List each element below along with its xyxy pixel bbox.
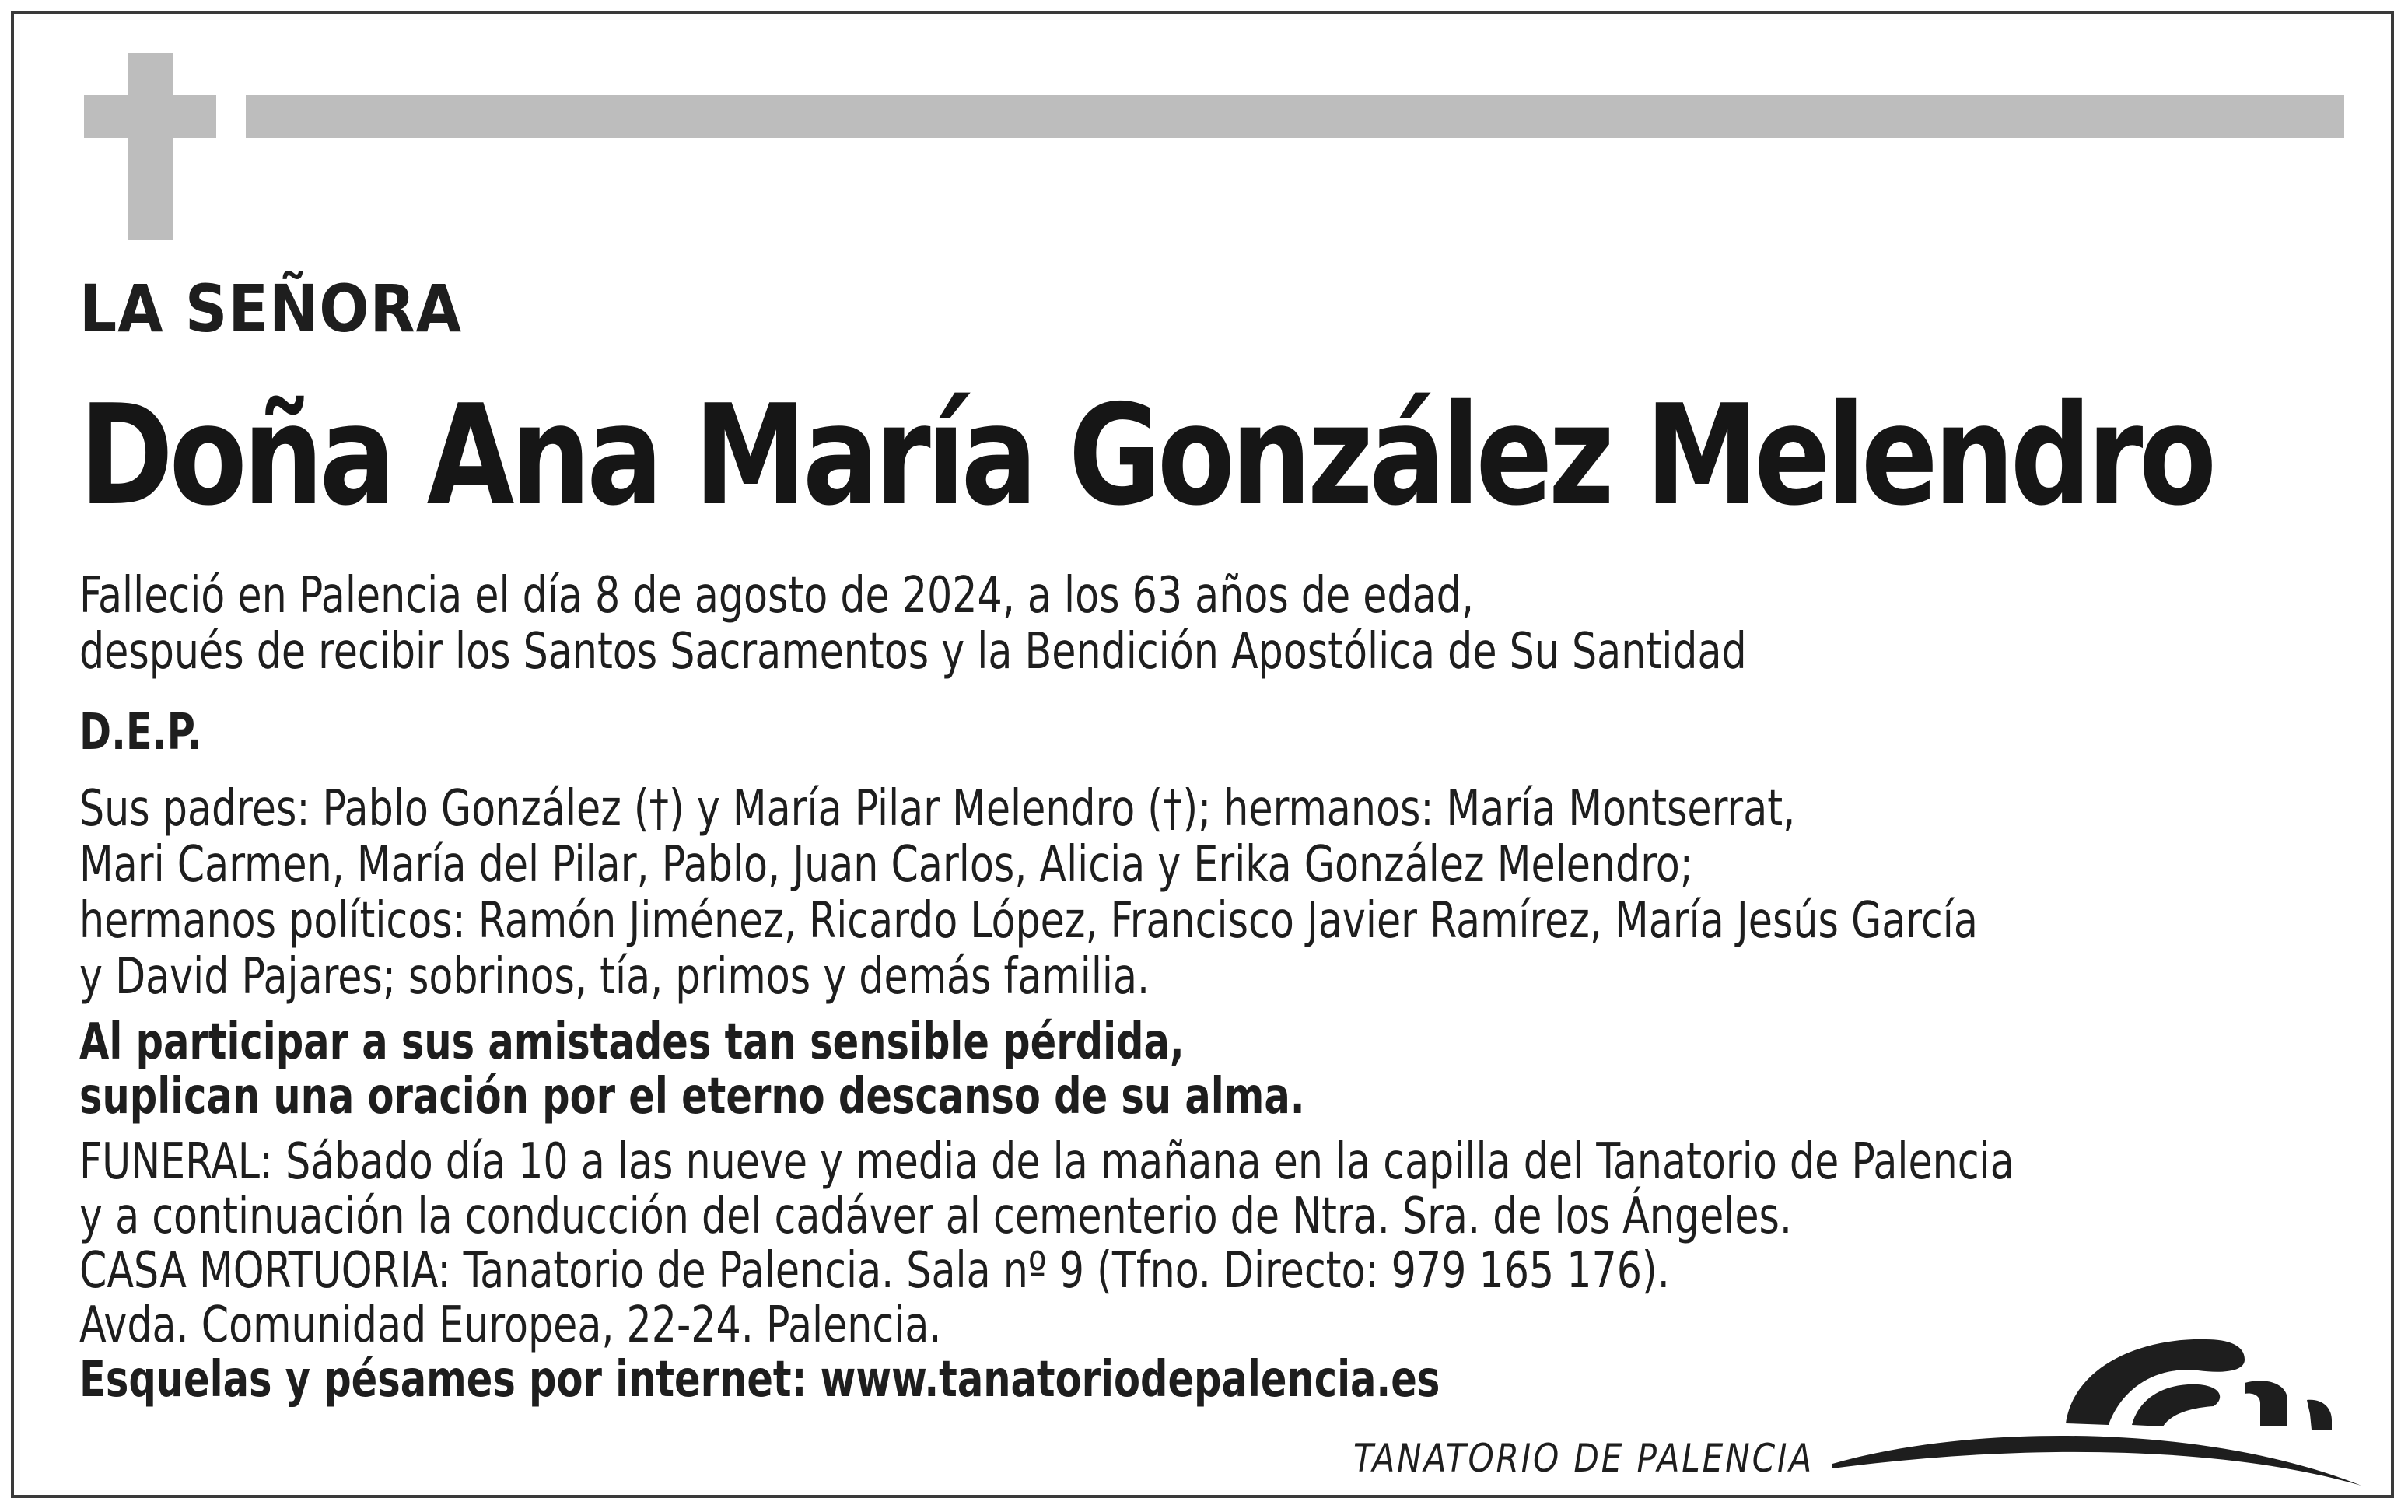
request-line-2: suplican una oración por el eterno descanso de su alma.: [79, 1068, 1305, 1125]
tanatorio-logo-text: TANATORIO DE PALENCIA: [1353, 1436, 1814, 1481]
cross-icon: [84, 53, 216, 240]
deceased-name: Doña Ana María González Melendro: [79, 375, 2213, 536]
request-line-1: Al participar a sus amistades tan sensible pérdida,: [79, 1013, 1185, 1071]
dep-label: D.E.P.: [79, 704, 202, 761]
internet-line: Esquelas y pésames por internet: www.tanatoriodepalencia.es: [79, 1351, 1440, 1409]
funeral-line-2: y a continuación la conducción del cadáver al cementerio de Ntra. Sra. de los Ángeles.: [79, 1188, 1793, 1245]
funeral-line-4: Avda. Comunidad Europea, 22-24. Palencia.: [79, 1297, 942, 1354]
funeral-line-3: CASA MORTUORIA: Tanatorio de Palencia. Sala nº 9 (Tfno. Directo: 979 165 176).: [79, 1242, 1670, 1300]
family-line-2: Mari Carmen, María del Pilar, Pablo, Juan Carlos, Alicia y Erika González Melendro;: [79, 836, 1693, 894]
death-line-2: después de recibir los Santos Sacramentos y la Bendición Apostólica de Su Santidad: [79, 623, 1747, 681]
header-bar: [246, 95, 2344, 138]
intro-label: LA SEÑORA: [79, 271, 463, 347]
family-line-4: y David Pajares; sobrinos, tía, primos y demás familia.: [79, 948, 1150, 1006]
funeral-line-1: FUNERAL: Sábado día 10 a las nueve y media de la mañana en la capilla del Tanatorio de Palencia: [79, 1133, 2014, 1191]
death-line-1: Falleció en Palencia el día 8 de agosto de 2024, a los 63 años de edad,: [79, 567, 1474, 625]
family-line-3: hermanos políticos: Ramón Jiménez, Ricardo López, Francisco Javier Ramírez, María Jesús García: [79, 892, 1978, 950]
family-line-1: Sus padres: Pablo González (†) y María Pilar Melendro (†); hermanos: María Montserrat,: [79, 780, 1796, 838]
